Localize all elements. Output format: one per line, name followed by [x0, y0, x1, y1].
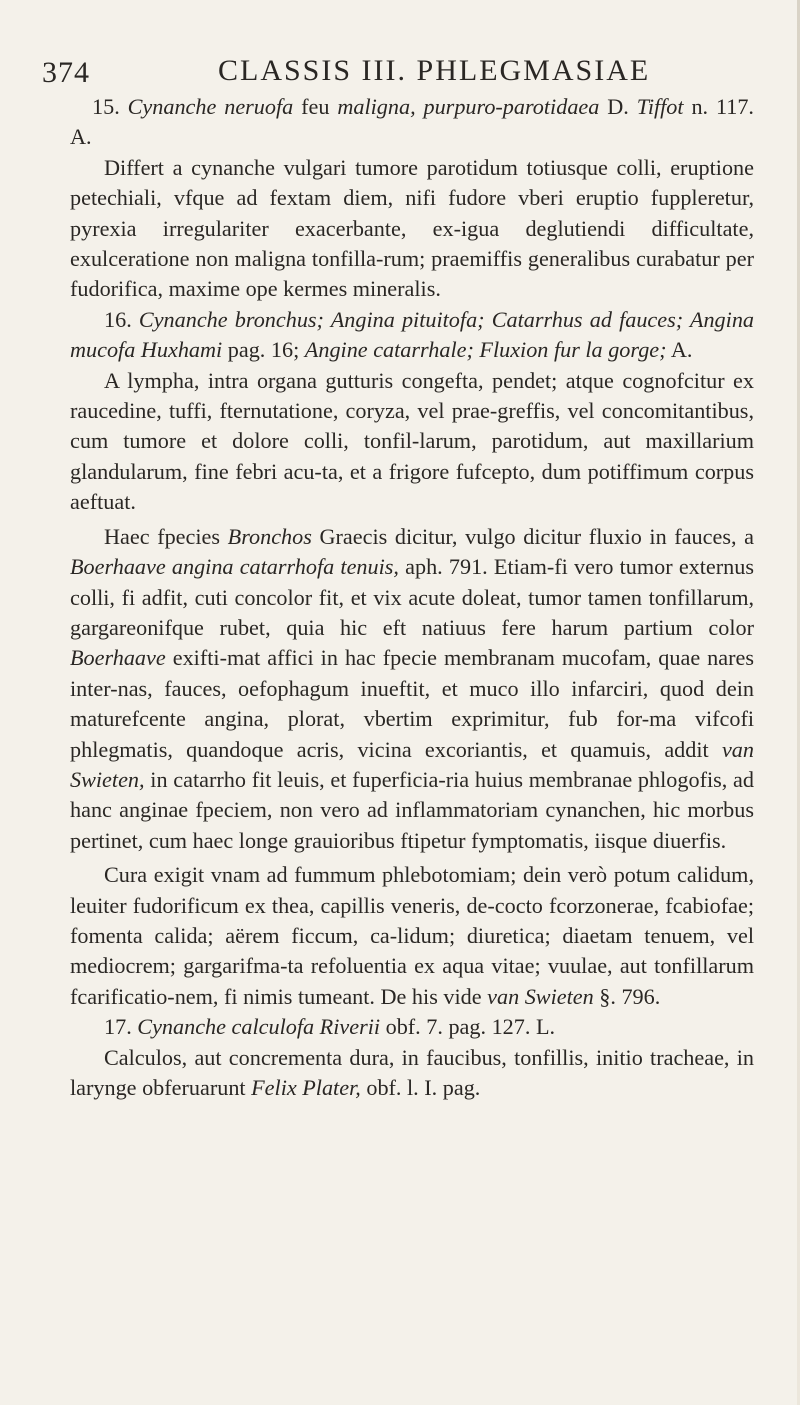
- text-run: feu: [293, 94, 338, 119]
- text-run: Haec fpecies: [104, 523, 228, 549]
- text-run: n. 117. A.: [70, 94, 754, 150]
- text-run: D.: [599, 94, 637, 119]
- entry-15-body: [70, 153, 754, 305]
- italic-run: maligna, purpuro-parotidaea: [337, 94, 600, 119]
- entry-16-body-1: [70, 366, 754, 518]
- text-run: 16.: [104, 306, 139, 332]
- entry-16-body-3: [70, 860, 754, 1012]
- italic-run: Boerhaave angina catarrhofa tenuis,: [70, 554, 399, 580]
- entry-17-title: [70, 1012, 754, 1042]
- italic-run: Tiffot: [636, 94, 684, 119]
- text-run: A lympha, intra organa gutturis congefta, pendet; atque cognofcitur ex raucedine, tuffi, fternutatione, coryza, vel prae-greffis, vel concomitantibus, cum tumore et dolore colli, tonfil-larum, parotidum, aut maxillarium glandularum, fine febri acu-ta, et a frigore fufcepto, dum potiffimum corpus aeftuat.: [70, 367, 754, 515]
- entry-17-body: [70, 1043, 754, 1104]
- text-run: §. 796.: [593, 983, 661, 1009]
- text-run: obf. l. I. pag.: [360, 1075, 481, 1100]
- italic-run: Angine catarrhale; Fluxion fur la gorge;: [304, 337, 667, 363]
- text-run: Graecis dicitur, vulgo dicitur fluxio in fauces, a: [311, 523, 754, 549]
- italic-run: van Swieten,: [70, 736, 754, 792]
- italic-run: Cynanche bronchus; Angina pituitofa; Catarrhus ad fauces; Angina mucofa Huxhami: [70, 306, 755, 363]
- text-run: 15.: [92, 94, 128, 119]
- text-run: A.: [666, 337, 693, 363]
- italic-run: Bronchos: [227, 523, 312, 549]
- page-header: [42, 36, 754, 92]
- text-run: pag. 16;: [222, 337, 305, 363]
- entry-16-body-2: [70, 522, 754, 856]
- italic-run: Cynanche neruofa: [127, 94, 294, 119]
- italic-run: van Swieten: [487, 983, 594, 1009]
- text-run: Calculos, aut concrementa dura, in faucibus, tonfillis, initio tracheae, in larynge obferuarunt: [70, 1044, 754, 1100]
- text-run: Differt a cynanche vulgari tumore parotidum totiusque colli, eruptione petechiali, vfque ad fextam diem, nifi fudore vberi eruptio fuppleretur, pyrexia irregulariter exacerbante, ex-igua deglutiendi difficultate, exulceratione non maligna tonfilla-rum; praemiffis generalibus curabatur per fudorifica, maxime ope kermes mineralis.: [70, 154, 754, 302]
- entry-16-title: [70, 305, 754, 366]
- entry-15-title: [70, 92, 754, 153]
- text-run: 17.: [104, 1014, 138, 1040]
- text-run: aph. 791. Etiam-fi vero tumor externus colli, fi adfit, cuti concolor fit, et vix acute doleat, tumor tamen tonfillarum, gargareonifque rubet, quia hic eft natiuus fere harum partium color: [70, 554, 754, 640]
- text-run: in catarrho fit leuis, et fuperficia-ria huius membranae phlogofis, ad hanc anginae fpeciem, non vero ad inflammatoriam cynanchen, hic morbus pertinet, cum haec longe grauioribus ftipetur fymptomatis, iisque diuerfis.: [70, 766, 754, 853]
- page-number: 374: [42, 56, 90, 89]
- text-run: Cura exigit vnam ad fummum phlebotomiam; dein verò potum calidum, leuiter fudorificum ex thea, capillis veneris, de-cocto fcorzonerae, fcabiofae; fomenta calida; aërem ficcum, ca-lidum; diuretica; diaetam tenuem, vel mediocrem; gargarifma-ta refoluentia ex aqua vitae; vuulae, aut tonfillarum fcarificatio-nem, fi nimis tumeant. De his vide: [70, 862, 754, 1009]
- italic-run: Boerhaave: [70, 645, 166, 671]
- page-body: [70, 92, 754, 1103]
- italic-run: Cynanche calculofa Riverii: [137, 1014, 381, 1040]
- text-run: exifti-mat affici in hac fpecie membranam mucofam, quae nares inter-nas, fauces, oefophagum inueftit, et muco illo infarciri, quod dein maturefcente angina, plorat, vbertim exprimitur, fub for-ma vifcofi phlegmatis, quandoque acris, vicina excoriantis, et quamuis, addit: [70, 645, 754, 762]
- running-head: CLASSIS III. PHLEGMASIAE: [218, 54, 651, 87]
- italic-run: Felix Plater,: [251, 1075, 361, 1100]
- text-run: obf. 7. pag. 127. L.: [380, 1014, 556, 1040]
